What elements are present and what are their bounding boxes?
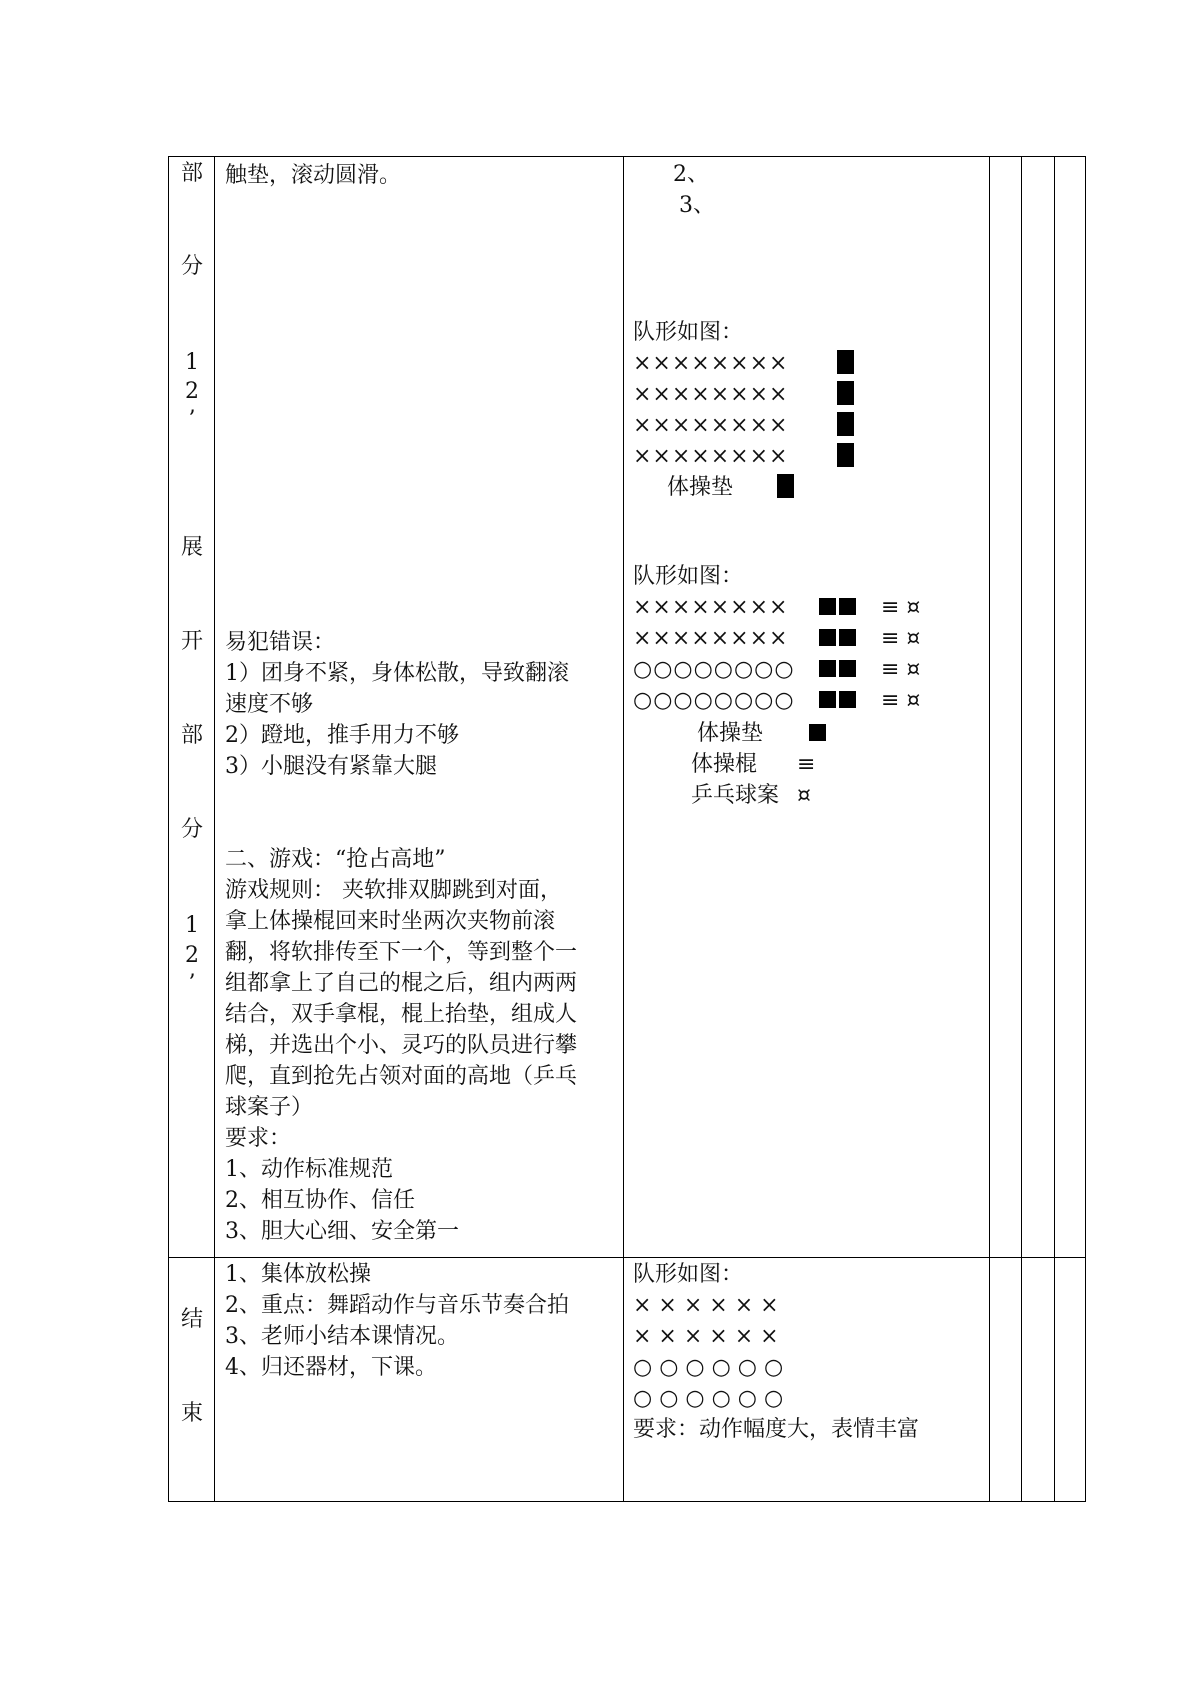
side-char: 1 [185,350,199,375]
mat-square-icon [809,724,826,741]
side-char: 部 [180,161,203,186]
formation-row: ×××××××× [633,595,789,620]
errors-title: 易犯错误： [225,630,336,655]
formation-row: ○○○○○○○○ [633,657,795,682]
formation-row: × × × × × × [633,1324,779,1349]
side-char: 开 [180,629,203,654]
content-line: 4、归还器材，下课。 [225,1355,437,1380]
formation-row: ×××××××× [633,351,789,376]
game-rule-line: 翻，将软排传至下一个，等到整个一 [225,940,578,965]
col-divider [623,157,624,1501]
col-divider [1054,157,1055,1501]
game-rule-line: 游戏规则： 夹软排双脚跳到对面， [225,878,562,903]
legend-label: 体操垫 [667,475,734,500]
stick-icon: ≡ [797,752,816,777]
game-rule-line: 组都拿上了自己的棍之后，组内两两 [225,971,578,996]
row-divider [169,1257,1085,1258]
game-rule-line: 球案子） [225,1095,314,1120]
mat-square-icon [839,660,856,677]
table-icon: ¤ [797,783,811,808]
formation-equipment: ≡ ¤ [881,626,921,651]
side-char: 部 [180,723,203,748]
formation-title: 队形如图： [633,1262,744,1287]
formation-row: ×××××××× [633,382,789,407]
legend-label: 体操垫 [697,721,764,746]
formation-row: × × × × × × [633,1293,779,1318]
content-line: 2、重点：舞蹈动作与音乐节奏合拍 [225,1293,569,1318]
org-item: 2、 [673,162,709,187]
mat-square-icon [819,598,836,615]
requirement-line: 3、胆大心细、安全第一 [225,1219,459,1244]
content-line: 1、集体放松操 [225,1262,371,1287]
side-char: ’ [188,971,196,996]
game-rule-line: 梯，并选出个小、灵巧的队员进行攀 [225,1033,578,1058]
mat-square-icon [777,474,794,498]
side-char: 结 [180,1307,203,1332]
game-title: 二、游戏：“抢占高地” [225,847,446,872]
requirement-line: 要求：动作幅度大，表情丰富 [633,1417,920,1442]
side-char: ’ [188,407,196,432]
mat-square-icon [839,629,856,646]
legend-label: 乒乓球案 [691,783,780,808]
requirement-line: 1、动作标准规范 [225,1157,393,1182]
error-line: 3）小腿没有紧靠大腿 [225,754,437,779]
formation-equipment: ≡ ¤ [881,595,921,620]
col-divider [214,157,215,1501]
formation-title: 队形如图： [633,320,744,345]
error-line: 速度不够 [225,692,314,717]
formation-equipment: ≡ ¤ [881,657,921,682]
mat-square-icon [819,691,836,708]
mat-square-icon [837,350,854,374]
error-line: 2）蹬地，推手用力不够 [225,723,459,748]
side-char: 分 [180,254,203,279]
mat-square-icon [839,598,856,615]
lesson-plan-table [168,156,1086,1502]
formation-row: ×××××××× [633,626,789,651]
mat-square-icon [837,412,854,436]
side-char: 分 [180,817,203,842]
mat-square-icon [819,629,836,646]
org-item: 3、 [679,193,715,218]
game-rule-line: 结合，双手拿棍，棍上抬垫，组成人 [225,1002,578,1027]
side-char: 束 [180,1401,203,1426]
legend-label: 体操棍 [691,752,758,777]
col-divider [1021,157,1022,1501]
content-line: 3、老师小结本课情况。 [225,1324,459,1349]
formation-row: ×××××××× [633,444,789,469]
content-line: 触垫，滚动圆滑。 [225,163,402,188]
formation-row: ×××××××× [633,413,789,438]
formation-equipment: ≡ ¤ [881,688,921,713]
requirement-line: 2、相互协作、信任 [225,1188,415,1213]
mat-square-icon [837,443,854,467]
side-char: 2 [185,379,199,404]
formation-title: 队形如图： [633,564,744,589]
side-char: 1 [185,913,199,938]
col-divider [989,157,990,1501]
formation-row: ○ ○ ○ ○ ○ ○ [633,1386,784,1411]
mat-square-icon [819,660,836,677]
mat-square-icon [837,381,854,405]
formation-row: ○○○○○○○○ [633,688,795,713]
side-char: 展 [180,535,203,560]
side-char: 2 [185,943,199,968]
error-line: 1）团身不紧，身体松散，导致翻滚 [225,661,569,686]
requirements-title: 要求： [225,1126,292,1151]
mat-square-icon [839,691,856,708]
formation-row: ○ ○ ○ ○ ○ ○ [633,1355,784,1380]
game-rule-line: 拿上体操棍回来时坐两次夹物前滚 [225,909,556,934]
game-rule-line: 爬，直到抢先占领对面的高地（乒乓 [225,1064,578,1089]
